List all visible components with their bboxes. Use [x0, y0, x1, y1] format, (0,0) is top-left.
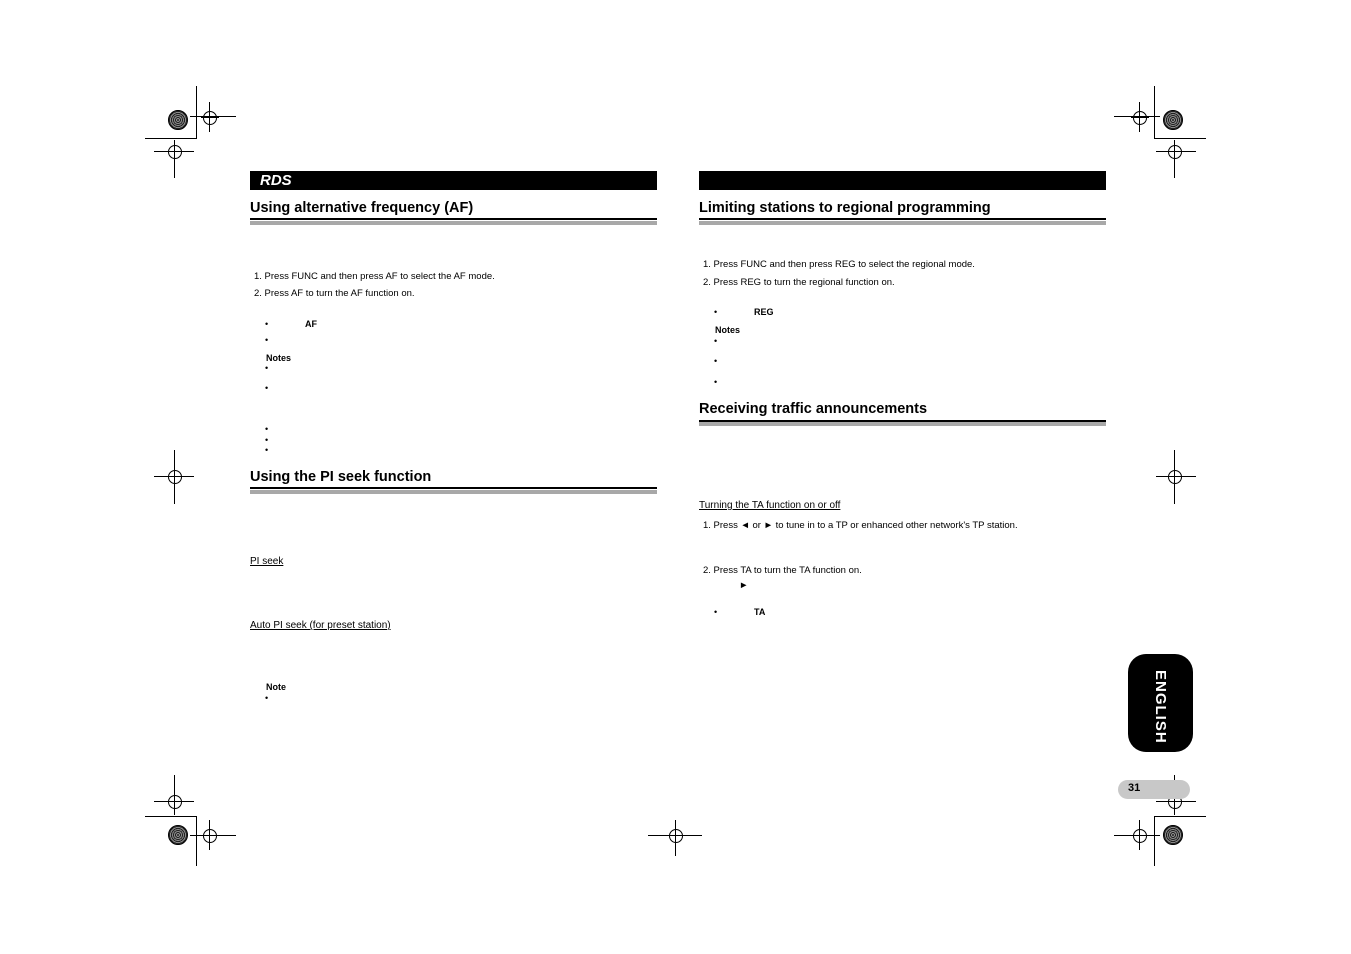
registration-target-icon: [168, 825, 188, 845]
heading-pi-seek: Using the PI seek function: [250, 469, 432, 485]
bullet-icon: •: [265, 383, 269, 393]
ta-step-1: 1. Press ◄ or ► to tune in to a TP or enhanced other network's TP station.: [703, 520, 1018, 531]
bullet-icon: •: [714, 307, 718, 317]
af-step-1: 1. Press FUNC and then press AF to select the AF mode.: [254, 271, 495, 282]
pi-note-label: Note: [266, 682, 286, 692]
section-bar-right: [699, 171, 1106, 190]
bullet-icon: •: [714, 336, 718, 346]
reg-step-1: 1. Press FUNC and then press REG to select the regional mode.: [703, 259, 975, 270]
bullet-icon: •: [265, 319, 269, 329]
af-step-2: 2. Press AF to turn the AF function on.: [254, 288, 415, 299]
bullet-icon: •: [265, 693, 269, 703]
bullet-icon: •: [714, 377, 718, 387]
ta-step-2: 2. Press TA to turn the TA function on.: [703, 565, 862, 576]
heading-rule-grey: [250, 490, 657, 494]
bullet-icon: •: [265, 335, 269, 345]
registration-crosshair-icon: [168, 470, 182, 484]
registration-crosshair-icon: [1133, 829, 1147, 843]
subheading-auto-pi-seek: Auto PI seek (for preset station): [250, 620, 391, 631]
section-bar-title: RDS: [260, 172, 292, 189]
reg-step-2: 2. Press REG to turn the regional function on.: [703, 277, 895, 288]
heading-rule-grey: [699, 422, 1106, 426]
bullet-icon: •: [714, 607, 718, 617]
heading-rule-grey: [699, 221, 1106, 225]
page-number: 31: [1128, 782, 1141, 794]
heading-traffic-announcements: Receiving traffic announcements: [699, 401, 928, 417]
bullet-icon: •: [265, 424, 269, 434]
right-arrow-icon: ►: [739, 580, 749, 591]
registration-crosshair-icon: [203, 111, 217, 125]
registration-target-icon: [1163, 110, 1183, 130]
bullet-icon: •: [265, 445, 269, 455]
bullet-icon: •: [265, 363, 269, 373]
section-bar-rds: [250, 171, 657, 190]
af-display-indicator: AF: [305, 319, 317, 329]
heading-rule: [250, 487, 657, 489]
registration-crosshair-icon: [1168, 145, 1182, 159]
bullet-icon: •: [714, 356, 718, 366]
language-tab-label: ENGLISH: [1152, 670, 1169, 744]
registration-target-icon: [1163, 825, 1183, 845]
ta-display-indicator: TA: [754, 607, 766, 617]
registration-target-icon: [168, 110, 188, 130]
heading-rule: [250, 218, 657, 220]
registration-crosshair-icon: [168, 795, 182, 809]
heading-alternative-frequency: Using alternative frequency (AF): [250, 200, 474, 216]
registration-crosshair-icon: [1133, 111, 1147, 125]
registration-crosshair-icon: [203, 829, 217, 843]
heading-rule: [699, 218, 1106, 220]
registration-crosshair-icon: [1168, 470, 1182, 484]
subheading-ta-function: Turning the TA function on or off: [699, 500, 841, 511]
registration-crosshair-icon: [669, 829, 683, 843]
af-notes-label: Notes: [266, 353, 292, 363]
reg-notes-label: Notes: [715, 325, 741, 335]
reg-display-indicator: REG: [754, 307, 774, 317]
subheading-pi-seek: PI seek: [250, 556, 284, 567]
heading-rule-grey: [250, 221, 657, 225]
heading-regional-programming: Limiting stations to regional programming: [699, 200, 991, 216]
registration-crosshair-icon: [168, 145, 182, 159]
bullet-icon: •: [265, 435, 269, 445]
